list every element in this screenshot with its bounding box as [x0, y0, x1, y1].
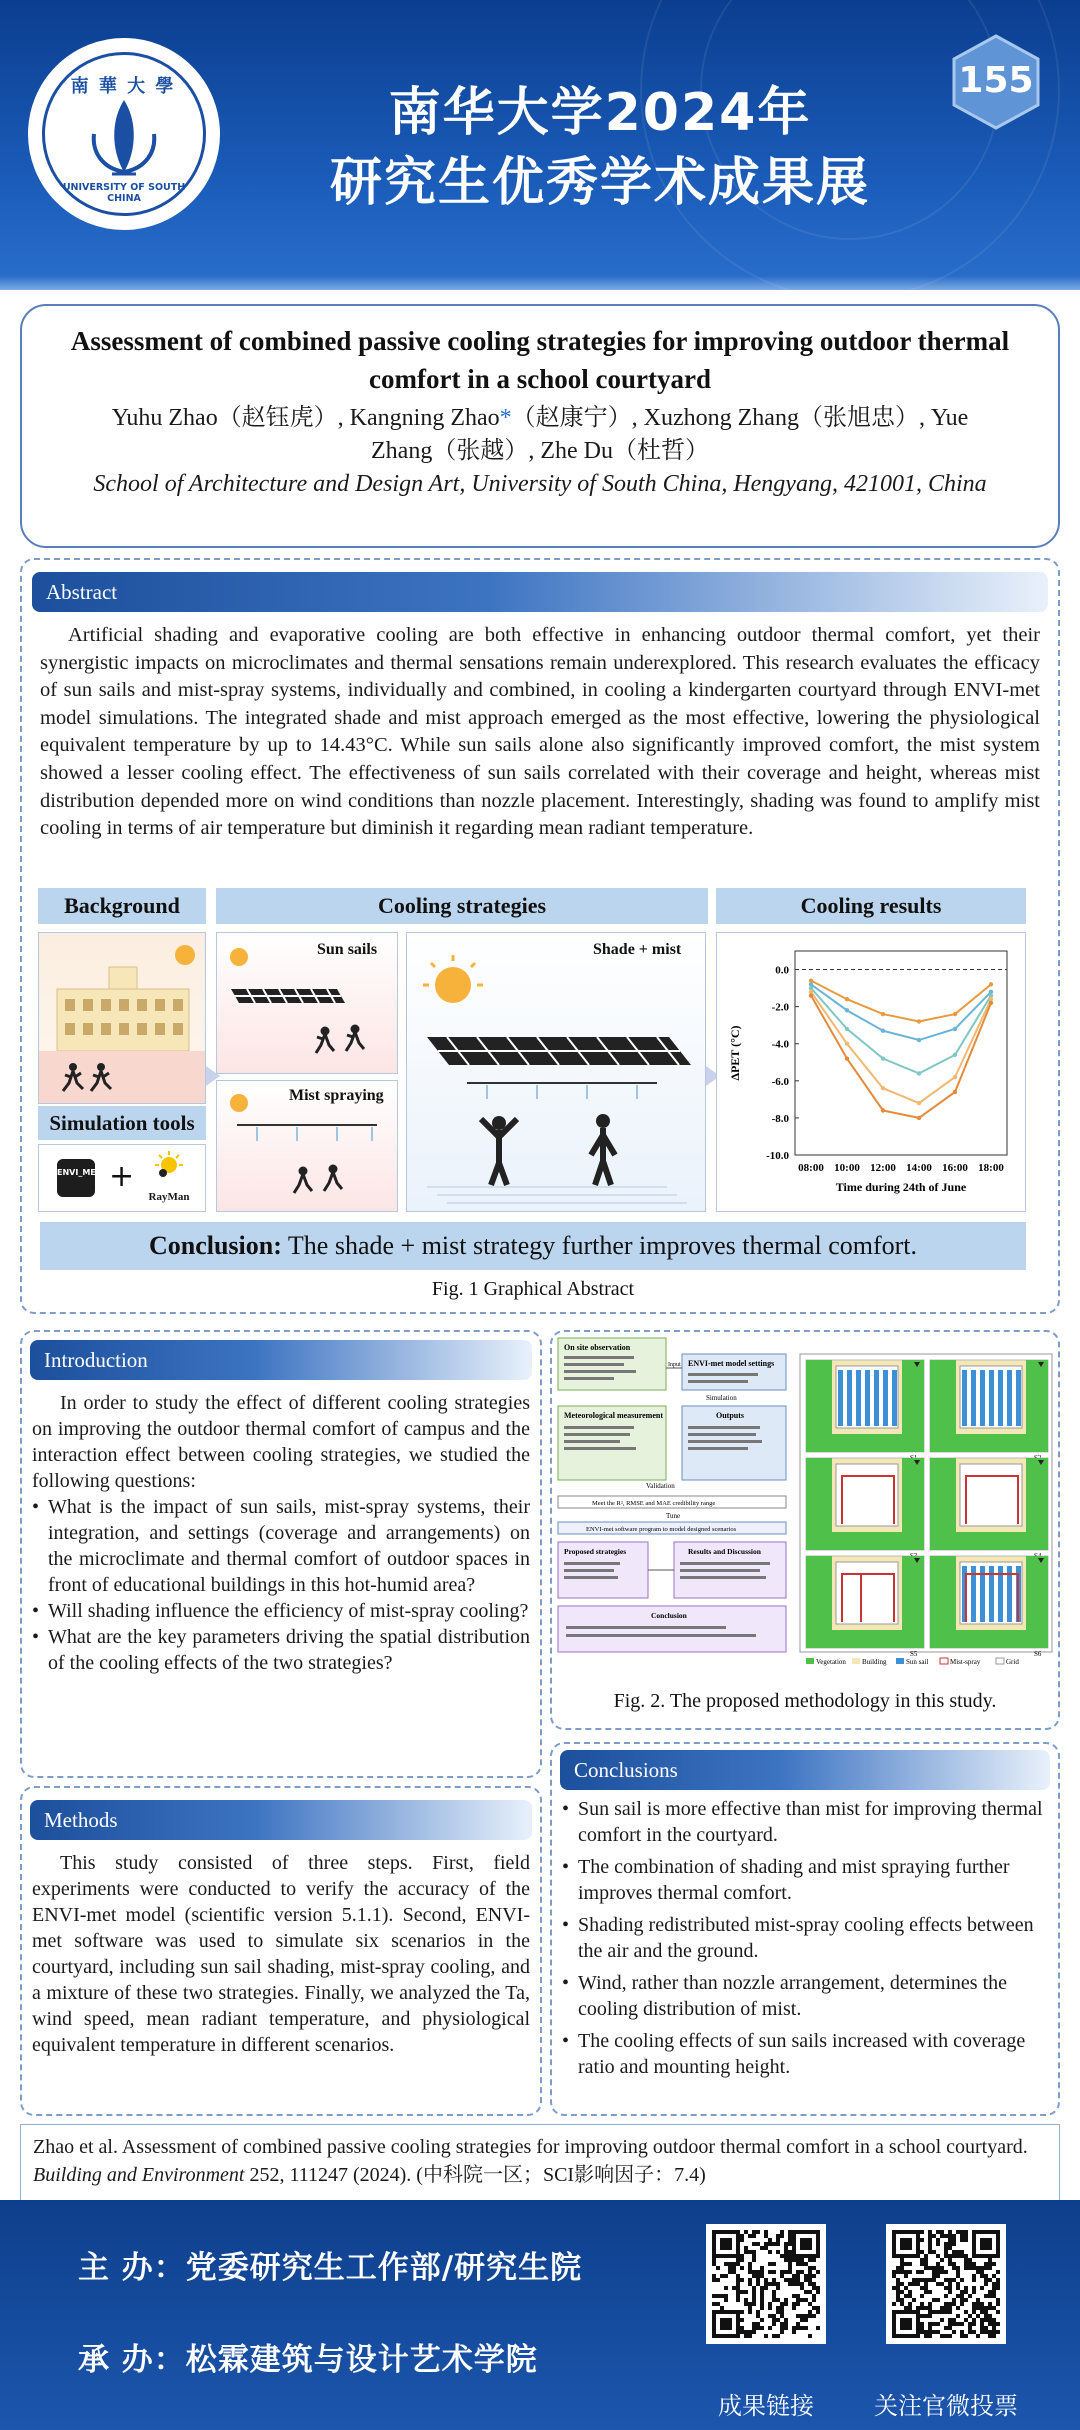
conclusion-item: • Wind, rather than nozzle arrangement, determines the cooling distribution of mist. — [562, 1970, 1048, 2022]
scenario-thumbnail — [806, 1556, 924, 1658]
y-tick-label: 0.0 — [775, 964, 789, 977]
citation-box — [20, 2124, 1060, 2202]
background-illustration — [38, 932, 206, 1104]
methodology-diagram — [556, 1336, 1054, 1672]
school-building-illustration — [39, 933, 206, 1104]
flowchart-label: Meet the R², RMSE and MAE credibility range — [592, 1500, 716, 1507]
methodology-flowchart — [556, 1336, 1054, 1672]
flowchart-label: Sun sail — [906, 1658, 929, 1666]
conclusions-list — [562, 1796, 1048, 2080]
flowchart-label: Conclusion — [651, 1611, 687, 1620]
qr-code-icon — [892, 2230, 1000, 2338]
conclusion-item: • Shading redistributed mist-spray cooling effects between the air and the ground. — [562, 1912, 1048, 1964]
flowchart-label: Simulation — [706, 1394, 737, 1402]
series-point — [953, 1027, 957, 1031]
series-point — [845, 1027, 849, 1031]
x-tick-label: 10:00 — [834, 1162, 860, 1174]
scenario-thumbnail — [806, 1458, 924, 1560]
envimet-logo: ENVI_MET — [57, 1159, 95, 1197]
chart-frame — [795, 951, 1007, 1155]
logo-chinese-text: 南 華 大 學 — [70, 76, 176, 97]
flowchart-label: Outputs — [716, 1411, 745, 1420]
header-title-line1: 南华大学2024年 — [388, 83, 812, 143]
flowchart-label: Building — [862, 1658, 887, 1666]
cooling-results-chart — [716, 932, 1026, 1212]
series-point — [845, 1042, 849, 1046]
mist-spraying-caption: Mist spraying — [289, 1087, 384, 1104]
conclusions-heading: Conclusions — [560, 1750, 1050, 1790]
series-point — [845, 997, 849, 1001]
authors-part1: Yuhu Zhao（赵钰虎）, Kangning Zhao — [111, 405, 500, 431]
series-point — [917, 1101, 921, 1105]
citation-part1: Zhao et al. Assessment of combined passive cooling strategies for improving outdoor thermal comfort in a school courtyard. — [33, 2136, 1028, 2158]
poster-number-badge — [946, 32, 1046, 132]
scenario-thumbnail — [930, 1458, 1048, 1560]
qr2-caption: 关注官微投票 — [874, 2392, 1018, 2420]
introduction-text — [32, 1390, 530, 1676]
flowchart-label: Meteorological measurement — [564, 1411, 664, 1420]
poster-footer — [0, 2200, 1080, 2430]
y-tick-label: -4.0 — [771, 1038, 789, 1051]
methods-heading: Methods — [30, 1800, 532, 1840]
flowchart-label: Results and Discussion — [688, 1547, 761, 1556]
header-title-line2: 研究生优秀学术成果展 — [329, 153, 870, 213]
series-point — [989, 1001, 993, 1005]
flowchart-label: Proposed strategies — [564, 1547, 627, 1556]
abstract-paragraph: Artificial shading and evaporative cooling are both effective in enhancing outdoor thermal comfort, yet their synergistic impacts on microclimates and thermal sensations remain underexplored. This research evaluates the efficacy of sun sails and mist-spray systems, individually and combined, in cooling a kindergarten courtyard through ENVI-met model simulations. The integrated shade and mist approach emerged as the most effective, lowering the physiological equivalent temperature by up to 14.43°C. While sun sails alone also significantly improved comfort, the mist system showed a lesser cooling effect. The effectiveness of sun sails correlated with their coverage and height, whereas mist distribution depended more on wind conditions than nozzle placement. Interestingly, shading was found to amplify mist cooling in terms of air temperature but diminish it regarding mean radiant temperature. — [40, 624, 1040, 840]
scenario-thumbnail — [930, 1556, 1048, 1658]
paper-title: Assessment of combined passive cooling strategies for improving outdoor thermal comfort in a school courtyard — [70, 326, 1010, 394]
question-item: • What is the impact of sun sails, mist-spray systems, their integration, and settings (coverage and arrangements) on the microclimate and thermal comfort of outdoor spaces in front of educational buildings in this hot-humid area? — [32, 1494, 530, 1598]
series-point — [881, 1086, 885, 1090]
flowchart-label: Validation — [646, 1482, 675, 1490]
qr-code-icon — [712, 2230, 820, 2338]
conclusion-bold: Conclusion: — [148, 1231, 282, 1260]
series-point — [881, 1056, 885, 1060]
question-item: • Will shading influence the efficiency of mist-spray cooling? — [32, 1598, 530, 1624]
flowchart-label: ENVI-met software program to model designed scenarios — [586, 1526, 737, 1533]
badge-number: 155 — [958, 60, 1034, 101]
flowchart-label: Tune — [666, 1512, 681, 1520]
scenario-label: S5 — [910, 1650, 918, 1658]
question-item: • What are the key parameters driving the spatial distribution of the cooling effects of the two strategies? — [32, 1624, 530, 1676]
scenario-thumbnail — [930, 1360, 1048, 1462]
qr-code-paper-link[interactable] — [706, 2224, 826, 2344]
series-point — [917, 1071, 921, 1075]
simulation-tools-box — [38, 1144, 206, 1212]
y-tick-label: -6.0 — [771, 1075, 789, 1088]
ga-label-sim-tools: Simulation tools — [38, 1106, 206, 1140]
series-point — [917, 1038, 921, 1042]
series-point — [953, 1075, 957, 1079]
methods-paragraph: This study consisted of three steps. First, field experiments were conducted to verify the accuracy of the ENVI-met model (scientific version 5.1.1). Second, ENVI-met software was used to simulate six scenarios in the courtyard, including sun sail shading, mist-spray cooling, and a mixture of these two strategies. Finally, we analyzed the Ta, wind speed, mean radiant temperature, and physiological equivalent temperature in different scenarios. — [32, 1852, 530, 2056]
citation-journal: Building and Environment — [33, 2164, 245, 2186]
y-tick-label: -8.0 — [771, 1112, 789, 1125]
paper-authors — [22, 402, 1058, 468]
qr1-caption: 成果链接 — [718, 2392, 814, 2420]
y-tick-label: -10.0 — [766, 1150, 789, 1162]
plus-sign: + — [109, 1159, 135, 1194]
dpet-line-chart — [717, 933, 1026, 1212]
citation-part2: 252, 111247 (2024). (中科院一区；SCI影响因子：7.4) — [244, 2164, 706, 2186]
mist-spraying-illustration — [216, 1080, 398, 1212]
y-axis-label: ΔPET (°C) — [728, 1025, 742, 1081]
ga-label-cooling: Cooling strategies — [216, 888, 708, 924]
ga-conclusion-bar — [40, 1222, 1026, 1270]
flowchart-label: Vegetation — [816, 1658, 846, 1666]
shade-mist-illustration — [406, 932, 706, 1212]
authors-part2: （赵康宁）, Xuzhong Zhang（张旭忠）, Yue Zhang（张越）, Zhe Du（杜哲） — [371, 405, 969, 464]
y-tick-label: -2.0 — [771, 1001, 789, 1014]
methods-text — [32, 1850, 530, 2058]
series-point — [881, 1012, 885, 1016]
series-point — [917, 1116, 921, 1120]
conclusions-text — [562, 1796, 1048, 2080]
series-point — [953, 1053, 957, 1057]
abstract-text — [40, 622, 1040, 843]
flowchart-label: Mist-spray — [950, 1658, 981, 1666]
logo-english-text: UNIVERSITY OF SOUTH CHINA — [62, 182, 186, 204]
corresponding-star: * — [499, 405, 512, 431]
figure2-caption: Fig. 2. The proposed methodology in this study. — [613, 1690, 997, 1712]
conclusion-item: • The combination of shading and mist spraying further improves thermal comfort. — [562, 1854, 1048, 1906]
series-point — [809, 993, 813, 997]
series-point — [845, 1056, 849, 1060]
scenario-label: S6 — [1034, 1650, 1042, 1658]
x-tick-label: 12:00 — [870, 1162, 896, 1174]
series-point — [953, 1090, 957, 1094]
rayman-icon — [149, 1151, 189, 1187]
poster-header — [0, 0, 1080, 290]
x-tick-label: 18:00 — [978, 1162, 1004, 1174]
x-axis-label: Time during 24th of June — [835, 1180, 967, 1194]
sun-sails-illustration — [216, 932, 398, 1074]
x-tick-label: 14:00 — [906, 1162, 932, 1174]
intro-paragraph: In order to study the effect of different cooling strategies on improving the outdoor thermal comfort of campus and the interaction effect between cooling strategies, we studied the following questions: — [32, 1392, 530, 1492]
x-tick-label: 08:00 — [798, 1162, 824, 1174]
series-line — [811, 992, 991, 1103]
footer-organizer: 承 办：松霖建筑与设计艺术学院 — [78, 2342, 538, 2378]
abstract-heading: Abstract — [32, 572, 1048, 612]
series-point — [845, 1008, 849, 1012]
introduction-heading: Introduction — [30, 1340, 532, 1380]
flowchart-label: Grid — [1006, 1658, 1019, 1666]
conclusion-text: The shade + mist strategy further improves thermal comfort. — [287, 1231, 918, 1260]
x-tick-label: 16:00 — [942, 1162, 968, 1174]
footer-host: 主 办：党委研究生工作部/研究生院 — [78, 2250, 583, 2286]
series-point — [917, 1019, 921, 1023]
paper-title-box — [20, 304, 1060, 548]
paper-affiliation: School of Architecture and Design Art, University of South China, Hengyang, 421001, China — [93, 471, 987, 497]
scenario-thumbnail — [806, 1360, 924, 1462]
figure1-caption: Fig. 1 Graphical Abstract — [431, 1278, 635, 1300]
flowchart-label: On site observation — [564, 1343, 631, 1352]
ga-label-background: Background — [38, 888, 206, 924]
rayman-label: RayMan — [148, 1191, 190, 1203]
research-questions — [32, 1494, 530, 1676]
qr-code-official-account[interactable] — [886, 2224, 1006, 2344]
ga-label-results: Cooling results — [716, 888, 1026, 924]
flowchart-label: ENVI-met model settings — [688, 1359, 775, 1368]
series-line — [811, 981, 991, 1022]
series-point — [953, 1012, 957, 1016]
conclusion-item: • The cooling effects of sun sails increased with coverage ratio and mounting height. — [562, 2028, 1048, 2080]
series-point — [881, 1108, 885, 1112]
series-point — [881, 1029, 885, 1033]
series-point — [989, 982, 993, 986]
conclusion-item: • Sun sail is more effective than mist for improving thermal comfort in the courtyard. — [562, 1796, 1048, 1848]
flowchart-label: Input — [668, 1362, 681, 1368]
sun-sails-caption: Sun sails — [317, 941, 378, 958]
shade-mist-graphic — [407, 933, 706, 1212]
university-logo — [28, 38, 220, 230]
shade-mist-caption: Shade + mist — [593, 941, 682, 958]
